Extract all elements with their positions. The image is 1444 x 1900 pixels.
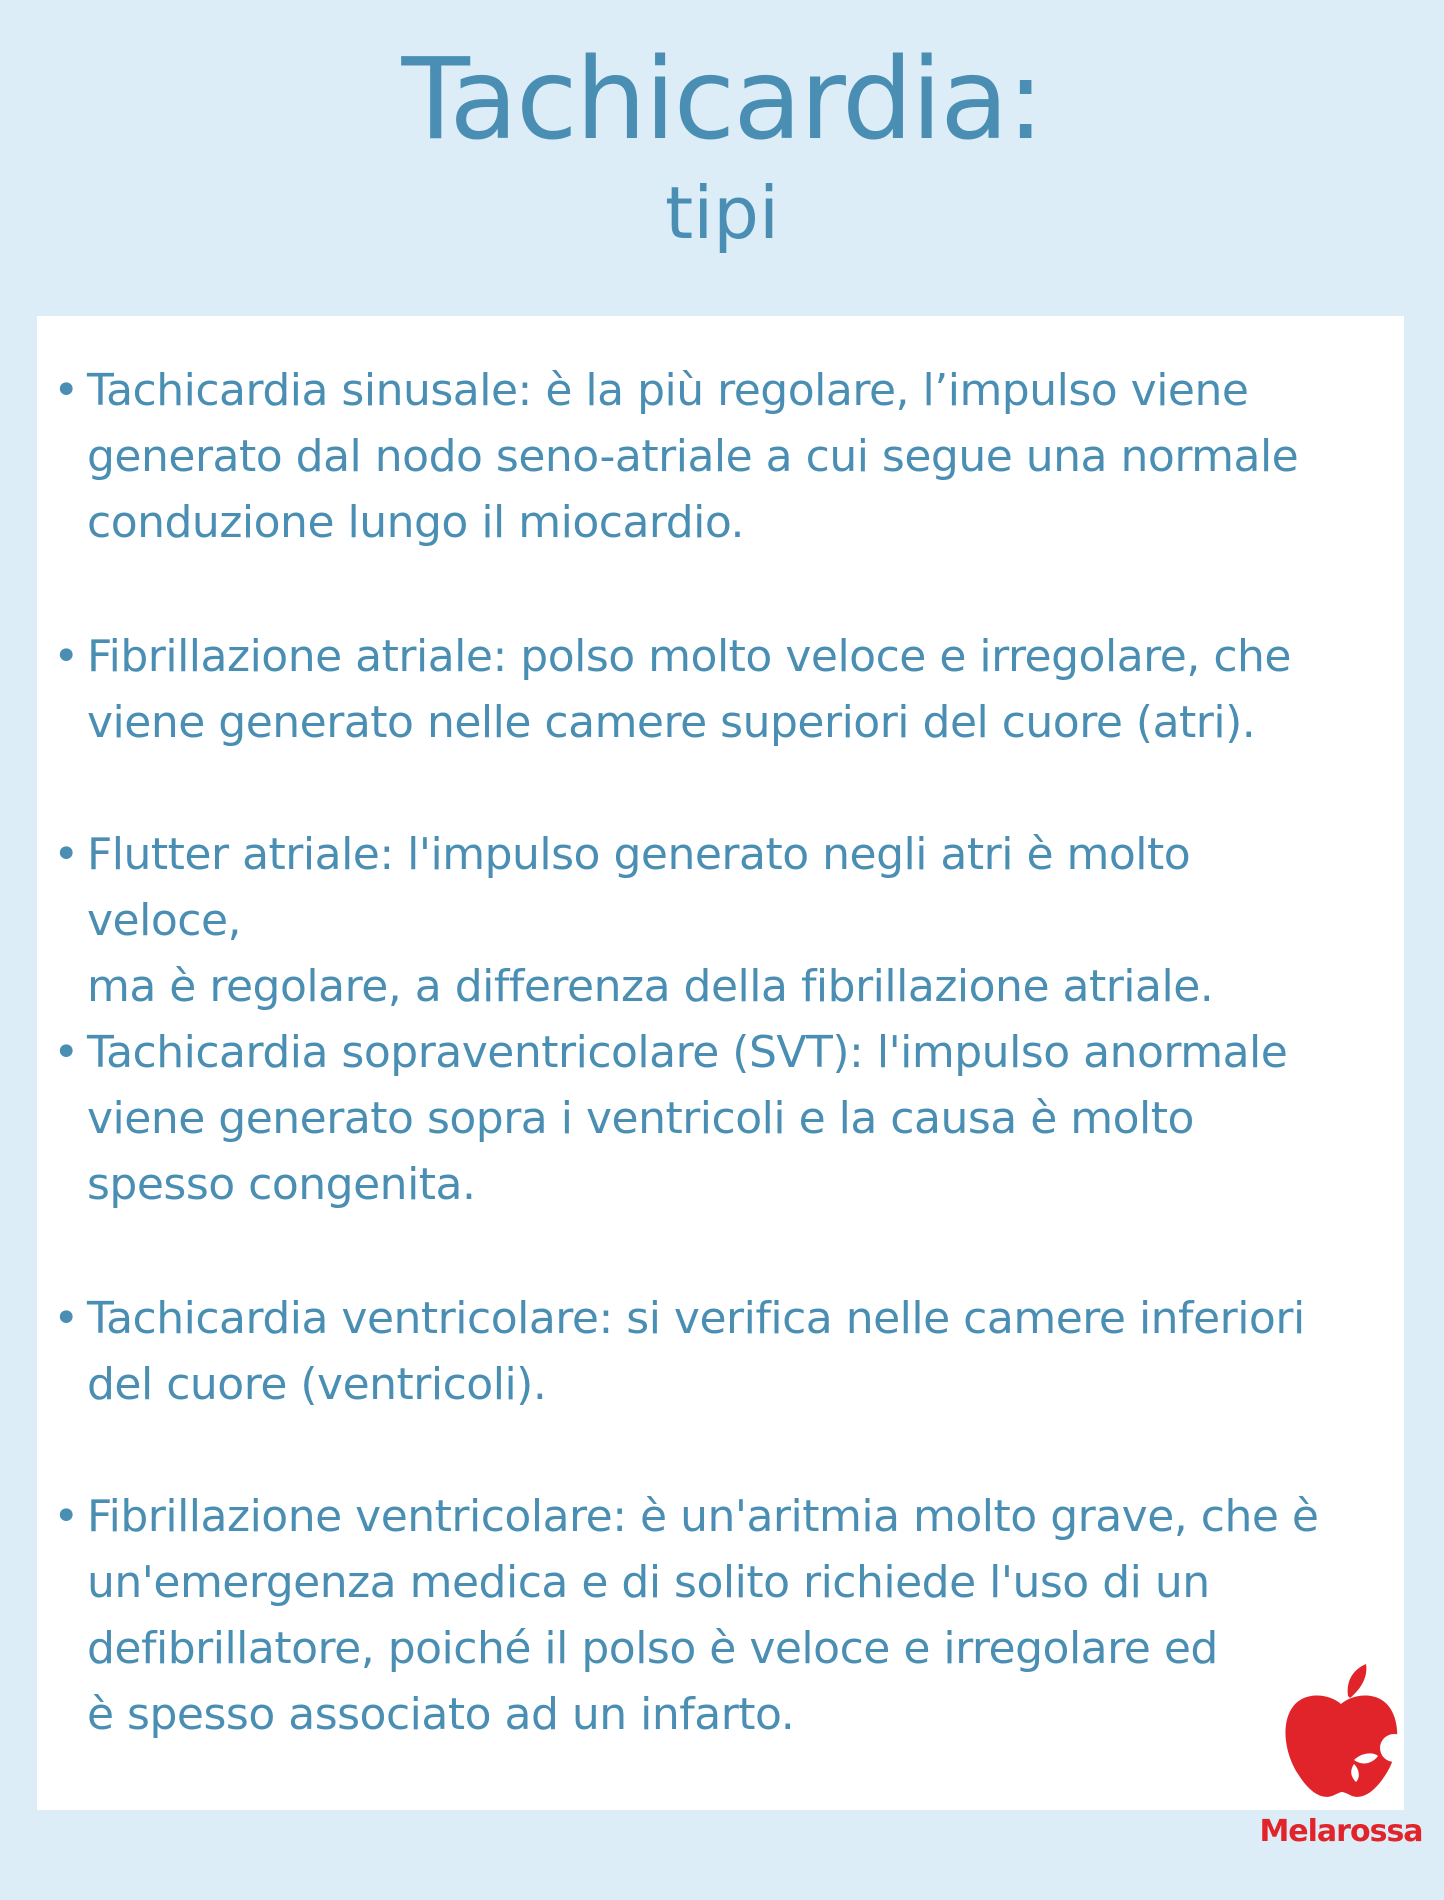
bullet-icon: • — [53, 829, 79, 880]
tachycardia-types-list — [37, 316, 1404, 1810]
page-title: Tachicardia: — [401, 35, 1043, 165]
list-item — [51, 624, 1391, 756]
list-item-text: Fibrillazione ventricolare: è un'aritmia molto grave, che è un'emergenza medica e di solito richiede l'uso di un defibrillatore, poiché il polso è veloce e irregolare ed è spesso associato ad un infarto. — [87, 1491, 1319, 1740]
list-item-text: Fibrillazione atriale: polso molto veloce e irregolare, che viene generato nelle camere superiori del cuore (atri). — [87, 631, 1291, 748]
content-card — [37, 316, 1404, 1810]
list-item — [51, 822, 1391, 1020]
list-item — [51, 1020, 1391, 1218]
list-item — [51, 1286, 1391, 1418]
list-item-text: Tachicardia sinusale: è la più regolare, l’impulso viene generato dal nodo seno-atriale a cui segue una normale conduzione lungo il miocardio. — [87, 365, 1299, 548]
list-item-text: Flutter atriale: l'impulso generato negli atri è molto veloce, ma è regolare, a differenza della fibrillazione atriale. — [87, 829, 1214, 1012]
apple-icon — [1282, 1660, 1400, 1802]
list-item — [51, 358, 1391, 556]
brand-logo — [1248, 1660, 1434, 1890]
bullet-icon: • — [53, 365, 79, 416]
brand-name: Melarossa — [1259, 1814, 1423, 1849]
bullet-icon: • — [53, 1027, 79, 1078]
list-item-text: Tachicardia ventricolare: si verifica nelle camere inferiori del cuore (ventricoli). — [87, 1293, 1305, 1410]
bullet-icon: • — [53, 631, 79, 682]
bullet-icon: • — [53, 1491, 79, 1542]
bullet-icon: • — [53, 1293, 79, 1344]
list-item-text: Tachicardia sopraventricolare (SVT): l'impulso anormale viene generato sopra i ventricoli e la causa è molto spesso congenita. — [87, 1027, 1288, 1210]
page-subtitle: tipi — [665, 171, 779, 255]
list-item — [51, 1484, 1391, 1748]
